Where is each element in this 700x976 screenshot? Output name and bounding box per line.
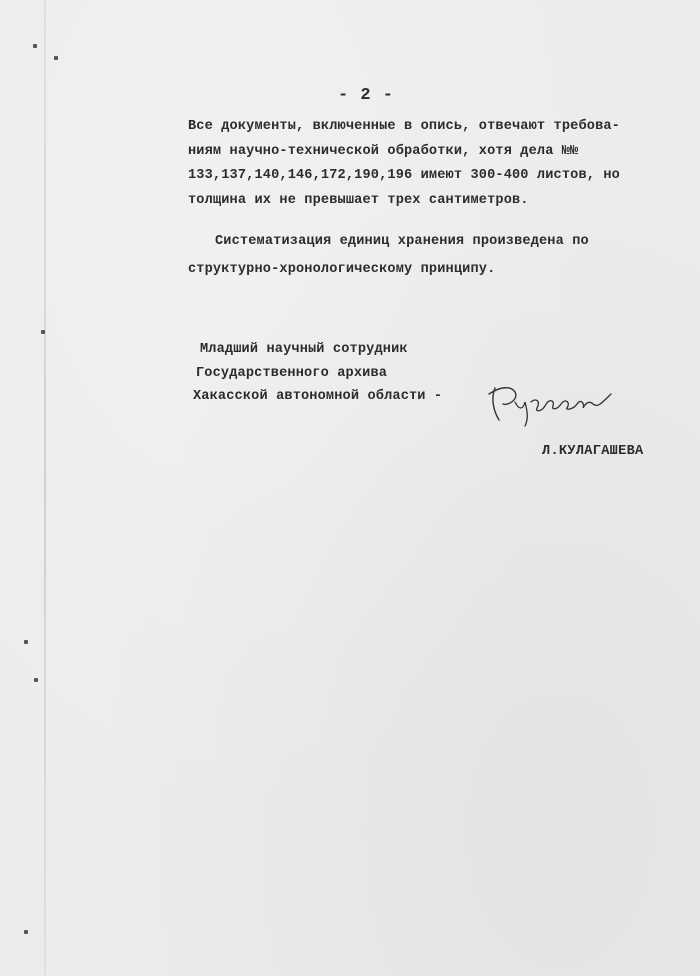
signer-title-line: Младший научный сотрудник [200,342,408,357]
page-number: - 2 - [338,86,395,105]
paragraph-line: 133,137,140,146,172,190,196 имеют 300-400 листов, но [188,168,620,183]
signer-name: Л.КУЛАГАШЕВА [542,444,644,459]
paragraph-line: толщина их не превышает трех сантиметров. [188,193,529,208]
signer-title-line: Государственного архива [196,366,388,381]
page-fold-line [44,0,46,976]
handwritten-signature [485,380,617,432]
paragraph-line: ниям научно-технической обработки, хотя дела №№ [188,144,579,159]
margin-mark [54,56,58,60]
margin-mark [24,930,28,934]
paragraph-line: Все документы, включенные в опись, отвечают требова- [188,119,620,134]
margin-mark [24,640,28,644]
margin-mark [33,44,37,48]
paragraph-line: структурно-хронологическому принципу. [188,262,496,277]
paragraph-line: Систематизация единиц хранения произведена по [215,234,589,249]
margin-mark [34,678,38,682]
signer-title-line: Хакасской автономной области - [193,389,443,404]
margin-mark [41,330,45,334]
